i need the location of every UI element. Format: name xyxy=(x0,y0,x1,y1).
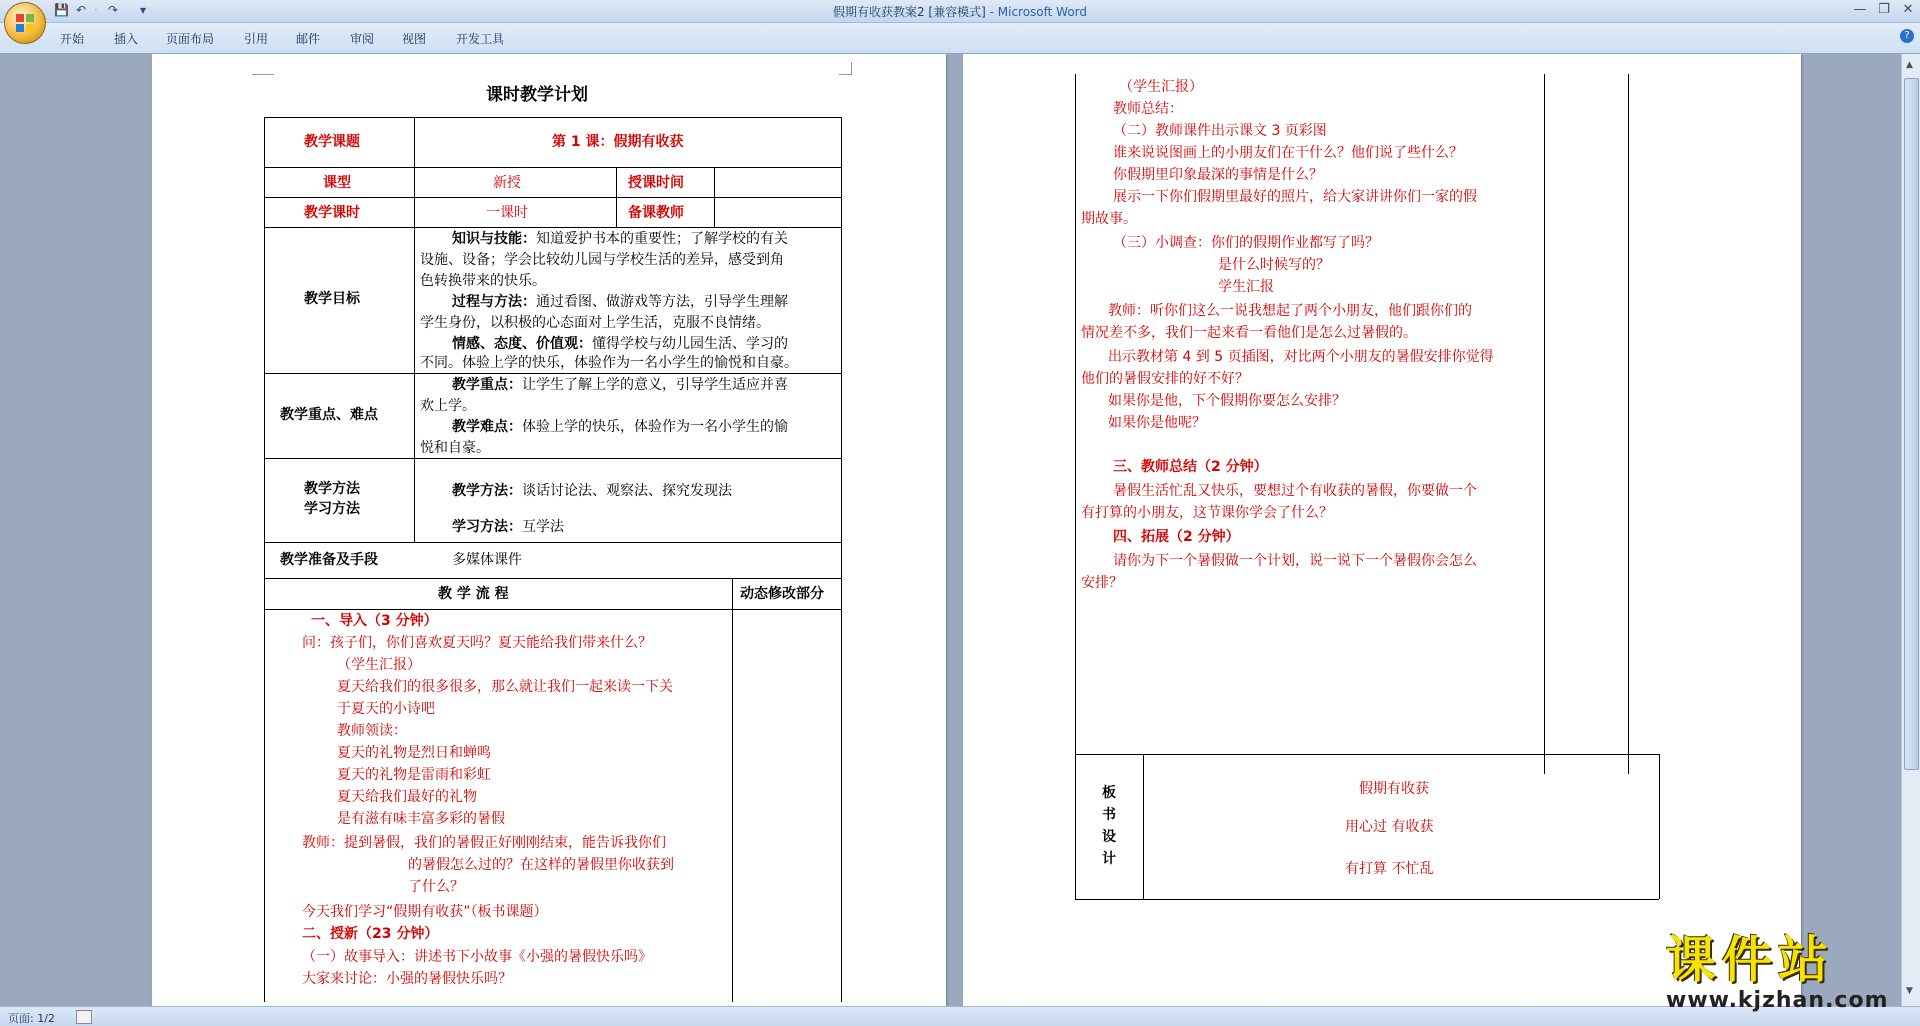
table-border xyxy=(616,167,617,227)
table-border xyxy=(264,542,841,543)
table-border xyxy=(1544,74,1545,774)
table-border xyxy=(1075,754,1659,755)
watermark-text: 课件站 xyxy=(1666,931,1834,989)
goal-emotion-heading: 情感、态度、价值观： xyxy=(452,336,592,352)
save-icon[interactable]: 💾 xyxy=(54,3,69,17)
table-border xyxy=(264,458,841,459)
tab-references[interactable]: 引用 xyxy=(244,32,269,46)
app-name: - Microsoft Word xyxy=(985,5,1088,19)
flow-line: 展示一下你们假期里最好的照片，给大家讲讲你们一家的假 xyxy=(1113,189,1477,205)
page-2 xyxy=(963,54,1801,1006)
flow-section-title: 一、导入（3 分钟） xyxy=(311,613,438,629)
flow-section-title: 四、拓展（2 分钟） xyxy=(1113,529,1240,545)
label-learning-method: 学习方法 xyxy=(304,501,360,517)
board-line-1: 用心过 有收获 xyxy=(1345,819,1434,835)
flow-line: 安排？ xyxy=(1081,575,1123,591)
flow-section-title: 二、授新（23 分钟） xyxy=(302,926,439,942)
flow-line: 谁来说说图画上的小朋友们在干什么？他们说了些什么？ xyxy=(1113,145,1463,161)
teaching-method-heading: 教学方法： xyxy=(452,483,522,499)
redo-icon[interactable]: ↷ xyxy=(108,3,119,17)
flow-line: 大家来讨论：小强的暑假快乐吗？ xyxy=(302,971,512,987)
table-border xyxy=(1075,74,1076,899)
page-1 xyxy=(152,54,946,1006)
flow-line: 学生汇报 xyxy=(1218,279,1274,295)
flow-line: 教师：提到暑假，我们的暑假正好刚刚结束，能告诉我你们 xyxy=(302,835,666,851)
label-lesson-type: 课型 xyxy=(323,175,351,191)
margin-mark xyxy=(252,62,274,75)
label-lesson-hours: 教学课时 xyxy=(304,205,360,221)
table-border xyxy=(714,167,715,227)
margin-mark xyxy=(839,62,852,75)
flow-line: 夏天给我们的很多很多，那么就让我们一起来读一下关 xyxy=(337,679,673,695)
watermark-url: www.kjzhan.com xyxy=(1666,988,1889,1013)
flow-line: 夏天给我们最好的礼物 xyxy=(337,789,477,805)
value-teaching-prep: 多媒体课件 xyxy=(452,552,522,568)
flow-line: 教师领读： xyxy=(337,723,407,739)
goal-process-heading: 过程与方法： xyxy=(452,294,536,310)
board-label-char: 设 xyxy=(1102,829,1116,845)
office-logo-icon xyxy=(16,14,34,32)
flow-line: 夏天的礼物是烈日和蝉鸣 xyxy=(337,745,491,761)
tab-developer[interactable]: 开发工具 xyxy=(456,32,505,46)
goal-knowledge-line2: 设施、设备；学会比较幼儿园与学校生活的差异，感受到角 xyxy=(420,252,784,268)
table-border xyxy=(264,167,841,168)
flow-line: 今天我们学习“假期有收获”（板书课题） xyxy=(302,904,548,920)
value-lesson-type: 新授 xyxy=(493,175,521,191)
table-border xyxy=(264,227,841,228)
board-label-char: 计 xyxy=(1102,851,1116,867)
difficulty-line2: 悦和自豪。 xyxy=(420,440,490,456)
board-label-char: 书 xyxy=(1102,807,1116,823)
goal-process-line2: 学生身份，以积极的心态面对上学生活，克服不良情绪。 xyxy=(420,315,770,331)
document-title: 课时教学计划 xyxy=(486,85,588,105)
office-button[interactable] xyxy=(4,2,46,44)
flow-line: 期故事。 xyxy=(1081,211,1137,227)
ribbon-tabs xyxy=(0,23,1920,54)
flow-line: 教师总结： xyxy=(1113,101,1183,117)
flow-line: 情况差不多，我们一起来看一看他们是怎么过暑假的。 xyxy=(1081,325,1417,341)
flow-line: 如果你是他，下个假期你要怎么安排？ xyxy=(1108,393,1346,409)
tab-review[interactable]: 审阅 xyxy=(350,32,375,46)
table-border xyxy=(1628,74,1629,774)
flow-header: 教 学 流 程 xyxy=(438,586,509,602)
flow-line: 的暑假怎么过的？在这样的暑假里你收获到 xyxy=(408,857,674,873)
goal-process-text: 通过看图、做游戏等方法，引导学生理解 xyxy=(536,294,788,310)
goal-emotion-line2: 不同。体验上学的快乐，体验作为一名小学生的愉悦和自豪。 xyxy=(420,355,798,371)
flow-line: （一）故事导入：讲述书下小故事《小强的暑假快乐吗》 xyxy=(302,949,652,965)
document-name: 假期有收获教案2 [兼容模式] xyxy=(832,5,986,19)
flow-line: 于夏天的小诗吧 xyxy=(337,701,435,717)
label-teaching-goals: 教学目标 xyxy=(304,291,360,307)
label-teaching-prep: 教学准备及手段 xyxy=(280,552,378,568)
table-border xyxy=(732,578,733,1002)
label-lesson-topic: 教学课题 xyxy=(304,134,360,150)
label-prep-teacher: 备课教师 xyxy=(628,205,684,221)
undo-icon[interactable]: ↶ xyxy=(76,3,87,17)
flow-section-title: 三、教师总结（2 分钟） xyxy=(1113,459,1268,475)
restore-button[interactable]: ❐ xyxy=(1878,2,1890,17)
label-key-points: 教学重点、难点 xyxy=(280,407,378,423)
flow-line: 出示教材第 4 到 5 页插图，对比两个小朋友的暑假安排你觉得 xyxy=(1108,349,1494,365)
flow-line: 你假期里印象最深的事情是什么？ xyxy=(1113,167,1323,183)
document-workspace xyxy=(0,54,1902,1006)
label-teaching-time: 授课时间 xyxy=(628,175,684,191)
tab-view[interactable]: 视图 xyxy=(402,32,427,46)
key-point-text: 让学生了解上学的意义，引导学生适应并喜 xyxy=(522,377,788,393)
macro-record-icon[interactable] xyxy=(76,1010,92,1024)
scrollbar-thumb[interactable] xyxy=(1904,78,1919,770)
key-point-line2: 欢上学。 xyxy=(420,398,476,414)
value-lesson-hours: 一课时 xyxy=(486,205,528,221)
flow-line: 有打算的小朋友，这节课你学会了什么？ xyxy=(1081,505,1333,521)
table-border xyxy=(841,117,842,1002)
table-border xyxy=(264,117,265,1002)
flow-line: 教师：听你们这么一说我想起了两个小朋友，他们跟你们的 xyxy=(1108,303,1472,319)
goal-knowledge-heading: 知识与技能： xyxy=(452,231,536,247)
flow-line: （三）小调查：你们的假期作业都写了吗？ xyxy=(1113,235,1379,251)
tab-insert[interactable]: 插入 xyxy=(114,32,139,46)
difficulty-text: 体验上学的快乐，体验作为一名小学生的愉 xyxy=(522,419,788,435)
title-bar xyxy=(0,0,1920,23)
table-border xyxy=(264,117,841,118)
table-border xyxy=(264,197,841,198)
label-teaching-method: 教学方法 xyxy=(304,481,360,497)
page-indicator[interactable]: 页面: 1/2 xyxy=(8,1012,55,1025)
board-line-2: 有打算 不忙乱 xyxy=(1345,861,1434,877)
flow-line: 暑假生活忙乱又快乐，要想过个有收获的暑假，你要做一个 xyxy=(1113,483,1477,499)
minimize-button[interactable]: — xyxy=(1853,2,1867,17)
table-border xyxy=(1075,899,1659,900)
tab-mailings[interactable]: 邮件 xyxy=(296,32,321,46)
board-title: 假期有收获 xyxy=(1359,781,1429,797)
difficulty-heading: 教学难点： xyxy=(452,419,522,435)
board-label-char: 板 xyxy=(1102,785,1116,801)
flow-line: （学生汇报） xyxy=(1119,79,1203,95)
flow-line: 了什么？ xyxy=(408,879,464,895)
table-border xyxy=(1659,754,1660,899)
flow-line: 他们的暑假安排的好不好？ xyxy=(1081,371,1249,387)
teaching-method-value: 谈话讨论法、观察法、探究发现法 xyxy=(522,483,732,499)
value-lesson-topic: 第 1 课：假期有收获 xyxy=(552,134,684,150)
status-bar xyxy=(0,1006,1920,1026)
learning-method-value: 互学法 xyxy=(522,519,564,535)
flow-line: 是什么时候写的？ xyxy=(1218,257,1330,273)
flow-line: 问：孩子们，你们喜欢夏天吗？夏天能给我们带来什么？ xyxy=(302,635,652,651)
customize-quick-access-icon[interactable]: ▾ xyxy=(140,3,147,17)
separator-icon: · xyxy=(94,3,98,17)
vertical-scrollbar[interactable] xyxy=(1901,54,1920,1006)
goal-knowledge-text: 知道爱护书本的重要性；了解学校的有关 xyxy=(536,231,788,247)
table-border xyxy=(264,609,841,610)
tab-page-layout[interactable]: 页面布局 xyxy=(166,32,215,46)
scroll-down-icon[interactable]: ▼ xyxy=(1906,986,1913,996)
flow-line: 如果你是他呢？ xyxy=(1108,415,1206,431)
flow-line: 夏天的礼物是雷雨和彩虹 xyxy=(337,767,491,783)
flow-line: （学生汇报） xyxy=(337,657,421,673)
learning-method-heading: 学习方法： xyxy=(452,519,522,535)
scroll-up-icon[interactable]: ▲ xyxy=(1906,60,1913,70)
table-border xyxy=(264,373,841,374)
table-border xyxy=(414,117,415,542)
window-title xyxy=(0,3,1920,20)
dynamic-edit-header: 动态修改部分 xyxy=(740,586,824,602)
table-border xyxy=(264,578,841,579)
flow-line: 是有滋有味丰富多彩的暑假 xyxy=(337,811,505,827)
flow-line: 请你为下一个暑假做一个计划，说一说下一个暑假你会怎么 xyxy=(1113,553,1477,569)
tab-home[interactable]: 开始 xyxy=(60,32,85,46)
goal-emotion-text: 懂得学校与幼儿园生活、学习的 xyxy=(592,336,788,352)
help-icon[interactable]: ? xyxy=(1900,29,1914,43)
table-border xyxy=(1143,754,1144,899)
close-button[interactable]: ✕ xyxy=(1902,2,1914,17)
goal-knowledge-line3: 色转换带来的快乐。 xyxy=(420,273,546,289)
watermark-logo xyxy=(1666,920,1889,1013)
flow-line: （二）教师课件出示课文 3 页彩图 xyxy=(1113,123,1327,139)
key-point-heading: 教学重点： xyxy=(452,377,522,393)
